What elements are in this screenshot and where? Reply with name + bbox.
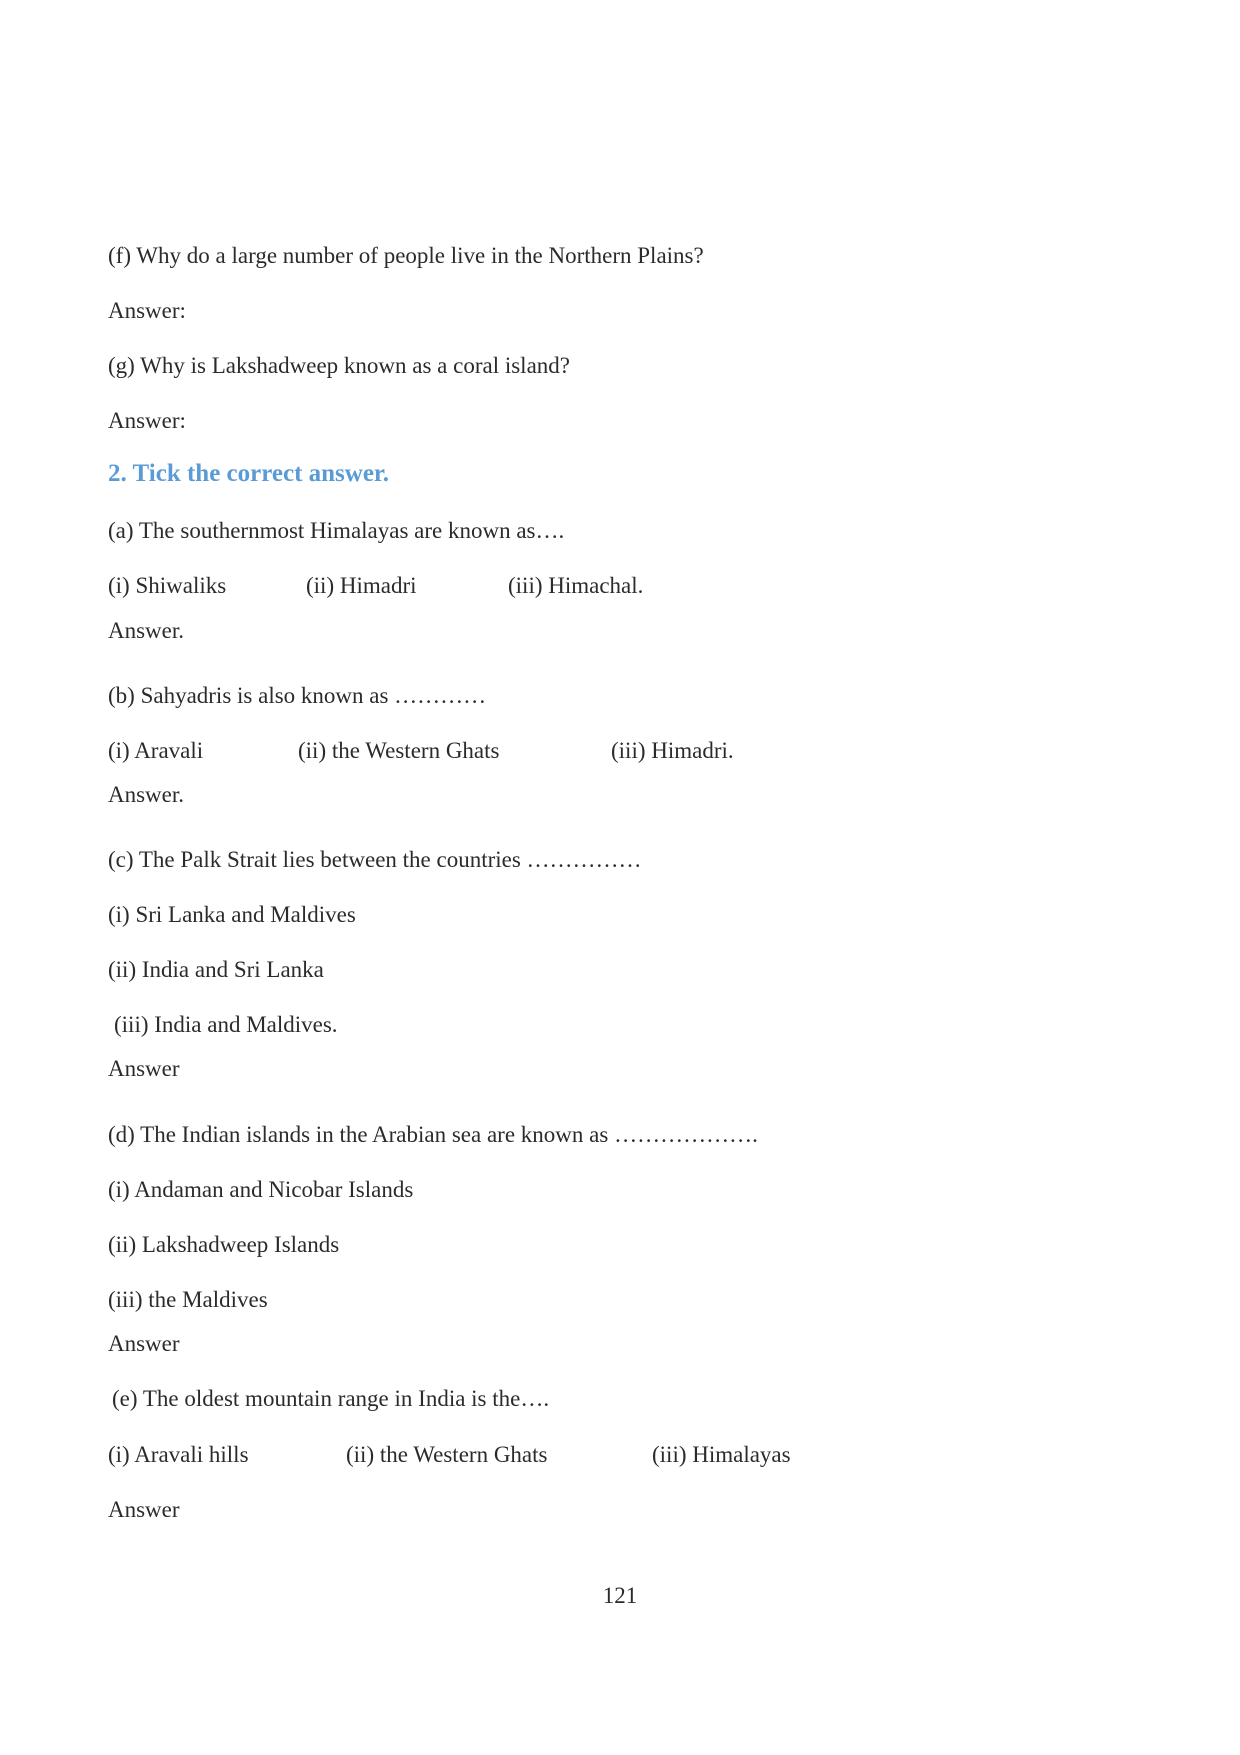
question-a: (a) The southernmost Himalayas are known as….	[108, 518, 565, 543]
question-f: (f) Why do a large number of people live in the Northern Plains?	[108, 243, 704, 268]
option-c-2: (ii) India and Sri Lanka	[108, 957, 324, 982]
option-a-1: (i) Shiwaliks	[108, 573, 227, 598]
answer-c: Answer	[108, 1056, 180, 1081]
option-d-2: (ii) Lakshadweep Islands	[108, 1232, 340, 1257]
section-heading: 2. Tick the correct answer.	[108, 460, 389, 487]
question-b: (b) Sahyadris is also known as …………	[108, 683, 487, 708]
answer-e: Answer	[108, 1497, 180, 1522]
option-d-1: (i) Andaman and Nicobar Islands	[108, 1177, 414, 1202]
option-e-3: (iii) Himalayas	[652, 1442, 791, 1467]
option-b-2: (ii) the Western Ghats	[298, 738, 500, 763]
answer-g: Answer:	[108, 408, 186, 433]
answer-f: Answer:	[108, 298, 186, 323]
option-e-2: (ii) the Western Ghats	[346, 1442, 548, 1467]
page-number: 121	[602, 1583, 638, 1608]
option-d-3: (iii) the Maldives	[108, 1287, 268, 1312]
question-g: (g) Why is Lakshadweep known as a coral island?	[108, 353, 570, 378]
option-e-1: (i) Aravali hills	[108, 1442, 249, 1467]
answer-d: Answer	[108, 1331, 180, 1356]
question-e: (e) The oldest mountain range in India is the….	[112, 1386, 550, 1411]
option-a-3: (iii) Himachal.	[508, 573, 644, 598]
option-b-3: (iii) Himadri.	[611, 738, 734, 763]
option-c-3: (iii) India and Maldives.	[114, 1012, 338, 1037]
question-c: (c) The Palk Strait lies between the countries ……………	[108, 847, 642, 872]
option-c-1: (i) Sri Lanka and Maldives	[108, 902, 356, 927]
question-d: (d) The Indian islands in the Arabian sea are known as ……………….	[108, 1122, 758, 1147]
answer-b: Answer.	[108, 782, 185, 807]
answer-a: Answer.	[108, 618, 185, 643]
option-a-2: (ii) Himadri	[306, 573, 417, 598]
option-b-1: (i) Aravali	[108, 738, 204, 763]
